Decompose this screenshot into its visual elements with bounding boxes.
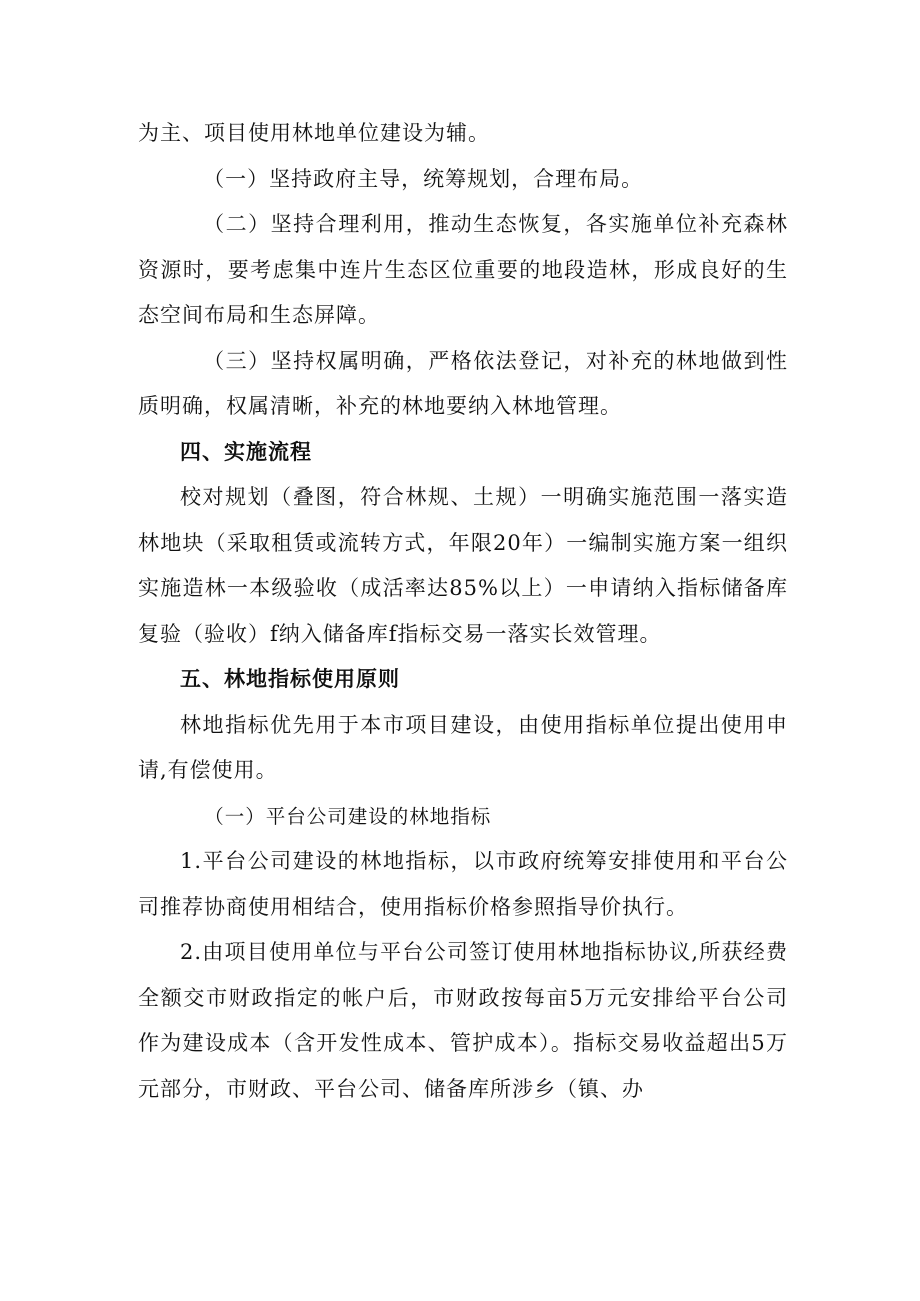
principle-1: （一）坚持政府主导，统筹规划，合理布局。 bbox=[203, 166, 644, 191]
usage-rule-1: 1.平台公司建设的林地指标，以市政府统筹安排使用和平台公司推荐协商使用相结合，使用指标价格参照指导价执行。 bbox=[138, 849, 788, 919]
section-heading-5: 五、林地指标使用原则 bbox=[180, 667, 400, 691]
principle-3: （三）坚持权属明确，严格依法登记，对补充的林地做到性质明确，权属清晰，补充的林地要纳入林地管理。 bbox=[138, 348, 788, 418]
usage-intro-paragraph: 林地指标优先用于本市项目建设，由使用指标单位提出使用申请,有偿使用。 bbox=[138, 712, 788, 782]
document-page bbox=[138, 111, 788, 1112]
principle-2: （二）坚持合理利用，推动生态恢复，各实施单位补充森林资源时，要考虑集中连片生态区位重要的地段造林，形成良好的生态空间布局和生态屏障。 bbox=[138, 212, 788, 327]
section-heading-4: 四、实施流程 bbox=[180, 439, 312, 464]
subsection-heading-1: （一）平台公司建设的林地指标 bbox=[204, 804, 492, 828]
paragraph-continuation: 为主、项目使用林地单位建设为辅。 bbox=[138, 121, 490, 145]
usage-rule-2: 2.由项目使用单位与平台公司签订使用林地指标协议,所获经费全额交市财政指定的帐户后，市财政按每亩5万元安排给平台公司作为建设成本（含开发性成本、管护成本）。指标交易收益超出5万元部分，市财政、平台公司、储备库所涉乡（镇、办 bbox=[138, 940, 788, 1101]
process-flow-paragraph: 校对规划（叠图，符合林规、土规）一明确实施范围一落实造林地块（采取租赁或流转方式，年限20年）一编制实施方案一组织实施造林一本级验收（成活率达85%以上）一申请纳入指标储备库复验（验收）f纳入储备库f指标交易一落实长效管理。 bbox=[138, 485, 788, 646]
